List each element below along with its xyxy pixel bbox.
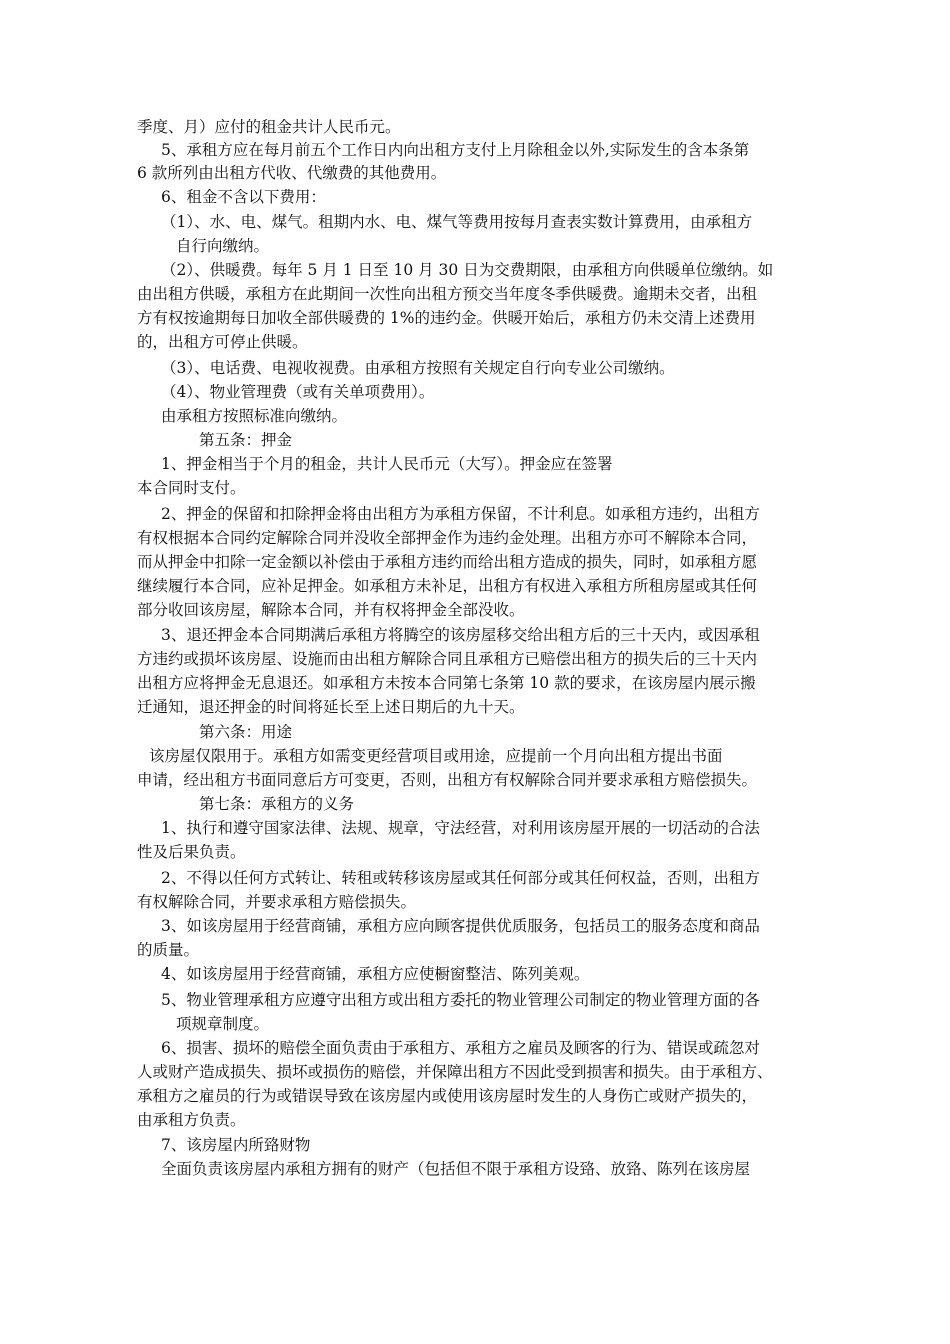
text-line: 3、如该房屋用于经营商铺，承租方应向顾客提供优质服务，包括员工的服务态度和商品 [161, 917, 760, 935]
text-line: 季度、月）应付的租金共计人民币元。 [137, 118, 401, 136]
text-line: （2）、供暖费。每年 5 月 1 日至 10 月 30 日为交费期限，由承租方向供暖单位缴纳。如 [161, 261, 774, 279]
text-line: 继续履行本合同，应补足押金。如承租方未补足，出租方有权进入承租方所租房屋或其任何 [137, 577, 758, 595]
text-line: 6 款所列由出租方代收、代缴费的其他费用。 [137, 164, 447, 182]
text-line: 5、物业管理承租方应遵守出租方或出租方委托的物业管理公司制定的物业管理方面的各 [161, 991, 760, 1009]
text-line: 由出租方供暖，承租方在此期间一次性向出租方预交当年度冬季供暖费。逾期未交者，出租 [137, 285, 758, 303]
text-line: 迁通知，退还押金的时间将延长至上述日期后的九十天。 [137, 698, 525, 716]
text-line: 全面负责该房屋内承租方拥有的财产（包括但不限于承租方设臵、放臵、陈列在该房屋 [161, 1160, 751, 1178]
text-line: （4）、物业管理费（或有关单项费用）。 [161, 383, 435, 401]
text-line: 2、押金的保留和扣除押金将由出租方为承租方保留，不计利息。如承租方违约，出租方 [161, 505, 760, 523]
text-line: 的，出租方可停止供暖。 [137, 333, 308, 351]
text-line: 项规章制度。 [176, 1015, 270, 1033]
text-line: 方有权按逾期每日加收全部供暖费的 1%的违约金。供暖开始后，承租方仍未交清上述费用 [137, 309, 756, 327]
text-line: 承租方之雇员的行为或错误导致在该房屋内或使用该房屋时发生的人身伤亡或财产损失的， [137, 1087, 758, 1105]
text-line: （3）、电话费、电视收视费。由承租方按照有关规定自行向专业公司缴纳。 [161, 359, 675, 377]
text-line: 2、不得以任何方式转让、转租或转移该房屋或其任何部分或其任何权益，否则，出租方 [161, 869, 760, 887]
section-heading: 第五条：押金 [199, 431, 293, 449]
text-line: 本合同时支付。 [137, 479, 246, 497]
text-line: 6、租金不含以下费用： [161, 188, 326, 206]
text-line: 有权解除合同，并要求承租方赔偿损失。 [137, 893, 417, 911]
text-line: 该房屋仅限用于。承租方如需变更经营项目或用途，应提前一个月向出租方提出书面 [149, 747, 723, 765]
text-line: 3、退还押金本合同期满后承租方将腾空的该房屋移交给出租方后的三十天内，或因承租 [161, 626, 760, 644]
text-line: 性及后果负责。 [137, 843, 246, 861]
text-line: 人或财产造成损失、损坏或损伤的赔偿，并保障出租方不因此受到损害和损失。由于承租方、 [137, 1063, 773, 1081]
text-line: 7、该房屋内所臵财物 [161, 1136, 311, 1154]
section-heading: 第六条：用途 [199, 723, 293, 741]
text-line: 申请，经出租方书面同意后方可变更，否则，出租方有权解除合同并要求承租方赔偿损失。 [137, 771, 758, 789]
text-line: （1）、水、电、煤气。租期内水、电、煤气等费用按每月查表实数计算费用，由承租方 [161, 213, 753, 231]
text-line: 4、如该房屋用于经营商铺，承租方应使橱窗整洁、陈列美观。 [161, 965, 590, 983]
text-line: 由承租方按照标准向缴纳。 [161, 407, 348, 425]
text-line: 方违约或损坏该房屋、设施而由出租方解除合同且承租方已赔偿出租方的损失后的三十天内 [137, 650, 758, 668]
text-line: 而从押金中扣除一定金额以补偿由于承租方违约而给出租方造成的损失，同时，如承租方愿 [137, 553, 758, 571]
text-line: 6、损害、损坏的赔偿全面负责由于承租方、承租方之雇员及顾客的行为、错误或疏忽对 [161, 1039, 760, 1057]
text-line: 5、承租方应在每月前五个工作日内向出租方支付上月除租金以外,实际发生的含本条第 [161, 141, 750, 159]
text-line: 出租方应将押金无息退还。如承租方未按本合同第七条第 10 款的要求，在该房屋内展示搬 [137, 674, 756, 692]
section-heading: 第七条：承租方的义务 [199, 795, 355, 813]
text-line: 的质量。 [137, 941, 200, 959]
text-line: 1、押金相当于个月的租金，共计人民币元（大写）。押金应在签署 [161, 455, 613, 473]
text-line: 1、执行和遵守国家法律、法规、规章，守法经营，对利用该房屋开展的一切活动的合法 [161, 819, 760, 837]
text-line: 自行向缴纳。 [176, 237, 270, 255]
text-line: 有权根据本合同约定解除合同并没收全部押金作为违约金处理。出租方亦可不解除本合同， [137, 529, 758, 547]
text-line: 部分收回该房屋，解除本合同，并有权将押金全部没收。 [137, 601, 525, 619]
text-line: 由承租方负责。 [137, 1111, 246, 1129]
